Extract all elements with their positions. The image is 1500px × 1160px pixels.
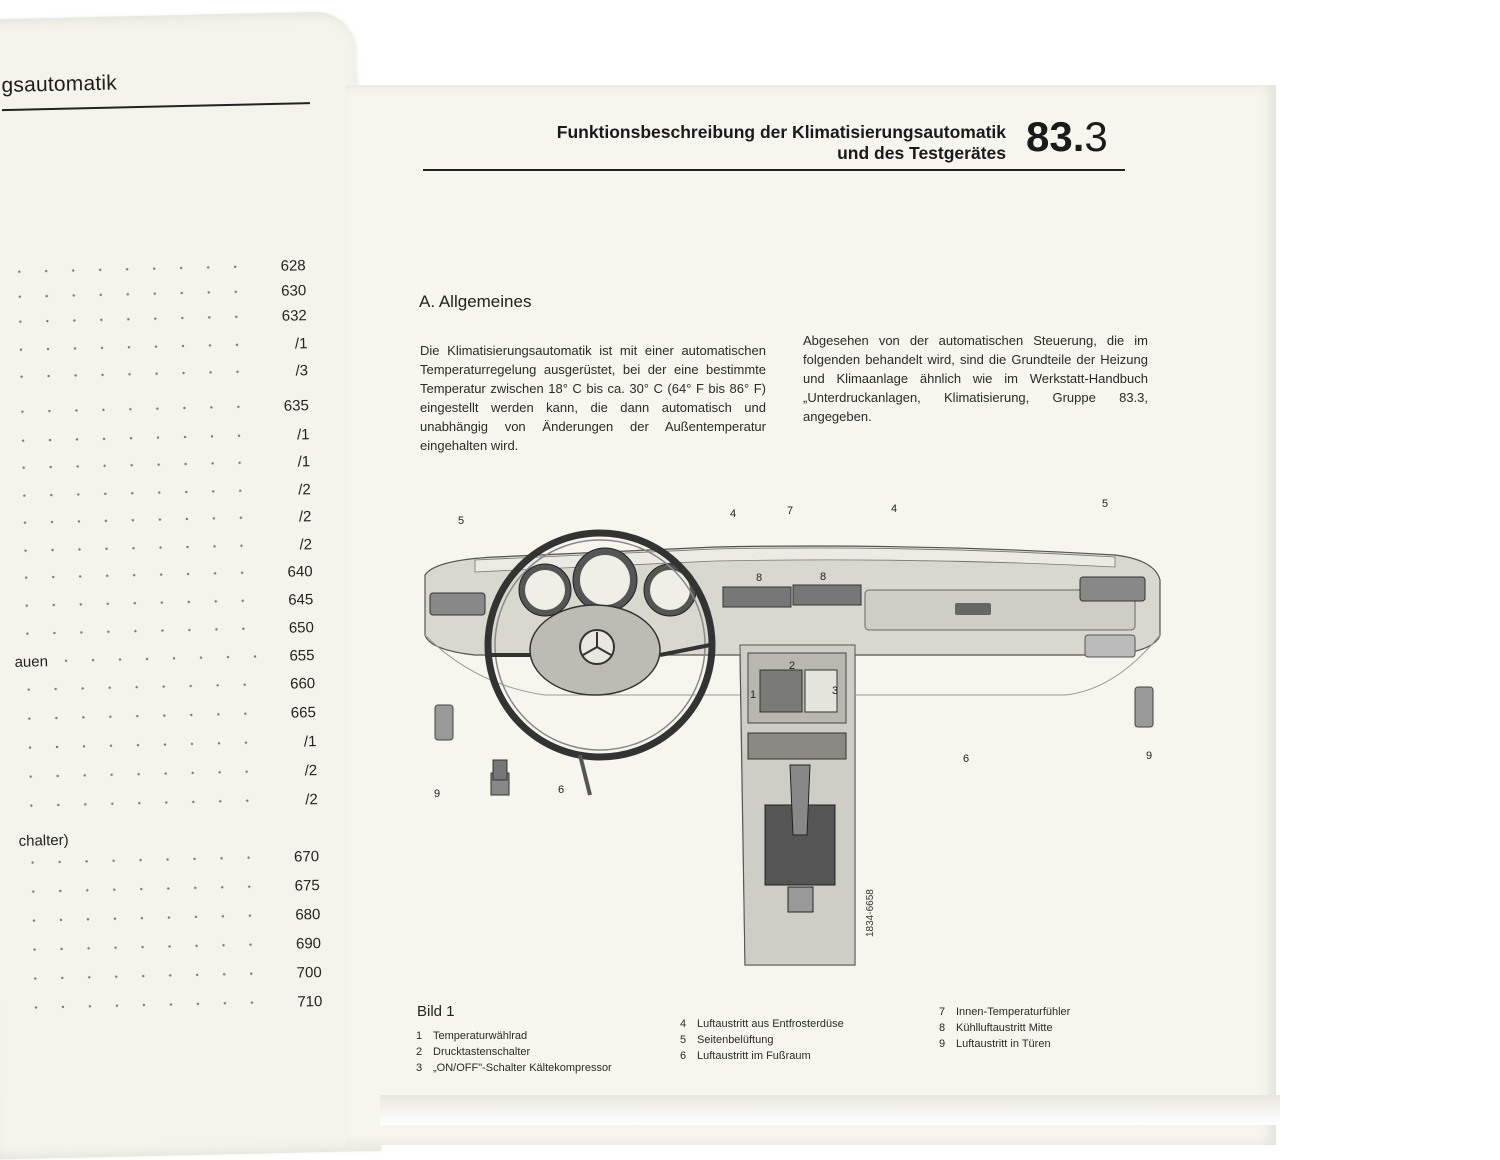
- callout-label: 1: [750, 689, 757, 701]
- toc-page-number: 640: [287, 563, 313, 581]
- toc-row: [14, 647, 314, 674]
- toc-dot-leader: [22, 971, 276, 981]
- toc-row: [12, 536, 312, 563]
- callout-label: 8: [756, 572, 763, 584]
- toc-label: auen: [14, 653, 49, 671]
- toc-dot-leader: [10, 460, 264, 470]
- left-page-rule: [2, 102, 310, 111]
- left-page-title: gsautomatik: [1, 71, 118, 98]
- toc-row: [12, 563, 312, 590]
- toc-dot-leader: [20, 884, 274, 894]
- toc-dot-leader: [7, 314, 261, 324]
- section-number-main: 83.: [1026, 113, 1085, 160]
- toc-dot-leader: [17, 769, 271, 779]
- toc-dot-leader: [7, 342, 261, 352]
- caption-title: Bild 1: [417, 1003, 455, 1020]
- toc-row: [21, 935, 321, 962]
- page-header-title: [557, 122, 1006, 164]
- toc-dot-leader: [11, 488, 265, 498]
- toc-row: [8, 362, 308, 389]
- legend-item: 3 „ON/OFF"-Schalter Kältekompressor: [416, 1062, 612, 1074]
- toc-dot-leader: [6, 264, 260, 274]
- toc-page-number: 630: [281, 282, 307, 300]
- paragraph-1: Die Klimatisierungsautomatik ist mit einer automatischen Temperaturregelung ausgerüstet, bei der eine bestimmte Temperatur zwischen 18° C bis ca. 30° C (64° F bis 86° F) eingestellt werden kann, die dann automatisch und unabhängig von Änderungen der Außentemperatur eingehalten wird.: [420, 343, 766, 453]
- figure-code: 1834-6658: [865, 889, 876, 937]
- toc-dot-leader: [10, 433, 264, 443]
- toc-row: [16, 704, 316, 731]
- legend-column-3: [939, 1004, 1070, 1052]
- toc-dot-leader: [15, 682, 269, 692]
- toc-page-number: 680: [295, 906, 321, 924]
- toc-row: [7, 307, 307, 334]
- callout-label: 6: [963, 753, 970, 765]
- callout-label: 5: [458, 515, 465, 527]
- toc-page-number: 660: [289, 675, 316, 693]
- toc-row: [11, 508, 311, 535]
- toc-row: [18, 791, 318, 818]
- toc-dot-leader: [12, 543, 266, 553]
- toc-page-number: 665: [290, 704, 316, 722]
- legend-item: 8 Kühlluftaustritt Mitte: [939, 1022, 1053, 1034]
- callout-label: 3: [832, 685, 839, 697]
- toc-dot-leader: [21, 942, 275, 952]
- toc-row: [20, 877, 320, 904]
- dashboard-illustration: [415, 505, 1175, 985]
- left-page: [0, 11, 381, 1160]
- toc-page-number: /2: [298, 508, 312, 526]
- toc-dot-leader: [19, 855, 273, 865]
- toc-dot-leader: [22, 1000, 276, 1010]
- toc-page-number: /2: [304, 762, 318, 780]
- toc-page-number: 635: [283, 397, 310, 415]
- toc-row: [22, 964, 322, 991]
- toc-dot-leader: [16, 711, 270, 721]
- legend-item: 7 Innen-Temperaturfühler: [939, 1006, 1071, 1018]
- toc-page-number: /1: [303, 733, 317, 751]
- callout-label: 9: [434, 788, 441, 800]
- toc-dot-leader: [11, 515, 265, 525]
- legend-column-2: [680, 1016, 844, 1064]
- toc-dot-leader: [8, 369, 262, 379]
- toc-row: [7, 335, 307, 362]
- toc-page-number: /2: [305, 791, 318, 809]
- toc-row: [6, 282, 306, 309]
- header-line-1: Funktionsbeschreibung der Klimatisierungsautomatik: [556, 122, 1006, 142]
- toc-page-number: 675: [294, 877, 320, 895]
- section-number-sub: 3: [1084, 113, 1108, 160]
- toc-page-number: /3: [295, 362, 309, 380]
- legend-item: 4 Luftaustritt aus Entfrosterdüse: [680, 1018, 844, 1030]
- callout-label: 5: [1102, 498, 1109, 510]
- section-number: [1026, 113, 1108, 161]
- toc-page-number: /2: [298, 481, 311, 499]
- toc-row: [10, 453, 310, 480]
- toc-row: [6, 257, 306, 284]
- callout-label: 7: [787, 505, 794, 517]
- toc-page-number: 645: [288, 591, 314, 609]
- legend-column-1: [416, 1028, 612, 1076]
- section-title: A. Allgemeines: [419, 292, 532, 311]
- toc-row: [13, 591, 313, 618]
- toc-row: [15, 675, 315, 702]
- toc-dot-leader: [13, 570, 267, 580]
- toc-page-number: 710: [297, 993, 323, 1011]
- toc-row: [19, 848, 319, 875]
- toc-page-number: 632: [281, 307, 307, 325]
- paragraph-2: Abgesehen von der automatischen Steuerung, die im folgenden behandelt wird, sind die Grundteile der Heizung und Klimaanlage ähnlich wie im Werkstatt-Handbuch „Unterdruckanlagen, Klimatisierung, Gruppe 83.3, angegeben.: [803, 333, 1148, 424]
- dashboard-figure: [415, 498, 1175, 985]
- toc-row: [9, 397, 309, 424]
- toc-page-number: 690: [295, 935, 322, 953]
- toc-dot-leader: [53, 654, 269, 663]
- toc-page-number: /1: [296, 426, 310, 444]
- toc-row: [14, 619, 314, 646]
- toc-row: [9, 426, 309, 453]
- page-shadow: [380, 1095, 1280, 1125]
- toc-page-number: 628: [280, 257, 306, 275]
- toc-row: [11, 481, 311, 508]
- toc-row: [16, 733, 316, 760]
- toc-page-number: [274, 826, 318, 827]
- toc-dot-leader: [20, 913, 274, 923]
- legend-item: 1 Temperaturwählrad: [416, 1030, 528, 1042]
- toc-dot-leader: [13, 598, 267, 608]
- toc-dot-leader: [9, 404, 263, 414]
- toc-row: [20, 906, 320, 933]
- toc-dot-leader: [14, 626, 268, 636]
- header-line-2: und des Testgerätes: [837, 143, 1006, 163]
- callout-label: 4: [730, 508, 737, 520]
- toc-dot-leader: [18, 798, 272, 808]
- toc-row: [22, 993, 322, 1020]
- header-rule: [423, 169, 1125, 171]
- toc-dot-leader: [16, 740, 270, 750]
- callout-label: 8: [820, 571, 827, 583]
- toc-label: chalter): [18, 831, 69, 850]
- callout-label: 6: [558, 784, 565, 796]
- toc-page-number: 650: [288, 619, 315, 637]
- callout-label: 9: [1146, 750, 1153, 762]
- toc-page-number: 670: [293, 848, 320, 866]
- toc-page-number: 700: [296, 964, 322, 982]
- toc-dot-leader: [6, 289, 260, 299]
- callout-label: 2: [789, 660, 796, 672]
- legend-item: 6 Luftaustritt im Fußraum: [680, 1050, 811, 1062]
- toc-page-number: /1: [297, 453, 311, 471]
- legend-item: 2 Drucktastenschalter: [416, 1046, 531, 1058]
- callout-label: 4: [891, 503, 898, 515]
- toc-page-number: 655: [289, 647, 315, 665]
- toc-page-number: /2: [299, 536, 313, 554]
- toc-row: [17, 762, 317, 789]
- toc-page-number: /1: [294, 335, 308, 353]
- legend-item: 9 Luftaustritt in Türen: [939, 1038, 1051, 1050]
- legend-item: 5 Seitenbelüftung: [680, 1034, 774, 1046]
